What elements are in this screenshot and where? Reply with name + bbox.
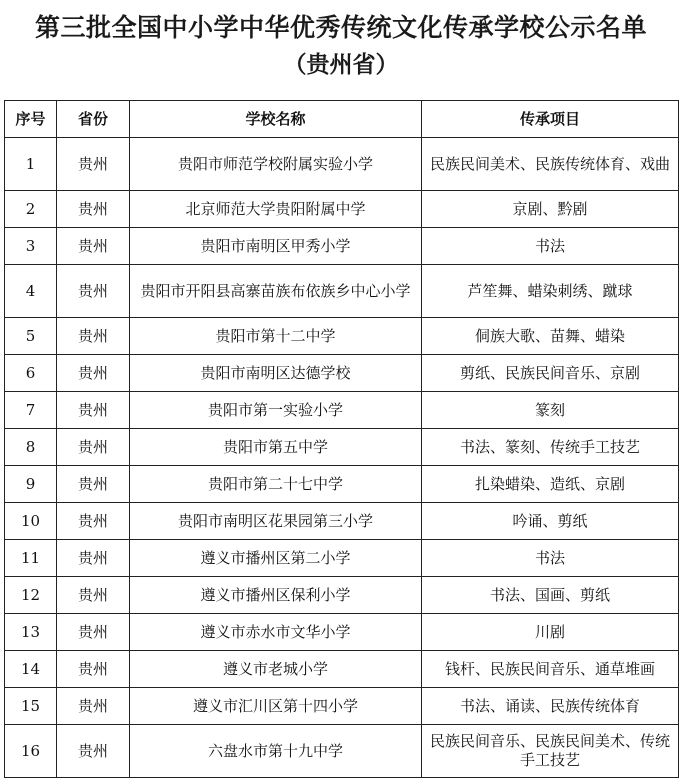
cell-province: 贵州 (57, 265, 130, 318)
cell-school-name: 遵义市播州区保利小学 (130, 577, 422, 614)
cell-number: 2 (5, 191, 57, 228)
cell-heritage-project: 书法 (422, 540, 679, 577)
cell-school-name: 贵阳市第一实验小学 (130, 392, 422, 429)
cell-school-name: 遵义市赤水市文华小学 (130, 614, 422, 651)
cell-province: 贵州 (57, 503, 130, 540)
table-row (5, 577, 679, 614)
cell-province: 贵州 (57, 228, 130, 265)
cell-school-name: 六盘水市第十九中学 (130, 725, 422, 778)
cell-heritage-project: 书法、篆刻、传统手工技艺 (422, 429, 679, 466)
cell-number: 13 (5, 614, 57, 651)
cell-school-name: 贵阳市第二十七中学 (130, 466, 422, 503)
cell-number: 6 (5, 355, 57, 392)
cell-number: 4 (5, 265, 57, 318)
cell-school-name: 遵义市老城小学 (130, 651, 422, 688)
cell-number: 8 (5, 429, 57, 466)
table-row (5, 265, 679, 318)
cell-province: 贵州 (57, 651, 130, 688)
cell-heritage-project: 京剧、黔剧 (422, 191, 679, 228)
cell-school-name: 贵阳市师范学校附属实验小学 (130, 138, 422, 191)
cell-heritage-project: 川剧 (422, 614, 679, 651)
document-title (4, 0, 678, 100)
cell-heritage-project: 扎染蜡染、造纸、京剧 (422, 466, 679, 503)
cell-number: 15 (5, 688, 57, 725)
cell-school-name: 贵阳市南明区花果园第三小学 (130, 503, 422, 540)
table-row (5, 466, 679, 503)
table-row (5, 191, 679, 228)
cell-heritage-project: 篆刻 (422, 392, 679, 429)
cell-province: 贵州 (57, 355, 130, 392)
cell-school-name: 贵阳市开阳县高寨苗族布依族乡中心小学 (130, 265, 422, 318)
cell-province: 贵州 (57, 392, 130, 429)
cell-heritage-project: 吟诵、剪纸 (422, 503, 679, 540)
cell-province: 贵州 (57, 318, 130, 355)
header-school: 学校名称 (130, 101, 422, 138)
cell-province: 贵州 (57, 466, 130, 503)
table-header-row (5, 101, 679, 138)
cell-number: 10 (5, 503, 57, 540)
cell-number: 12 (5, 577, 57, 614)
cell-school-name: 遵义市播州区第二小学 (130, 540, 422, 577)
table-row (5, 429, 679, 466)
table-row (5, 688, 679, 725)
table-row (5, 228, 679, 265)
cell-province: 贵州 (57, 725, 130, 778)
cell-number: 11 (5, 540, 57, 577)
cell-province: 贵州 (57, 191, 130, 228)
cell-heritage-project: 芦笙舞、蜡染刺绣、蹴球 (422, 265, 679, 318)
cell-school-name: 贵阳市第五中学 (130, 429, 422, 466)
table-row (5, 614, 679, 651)
cell-province: 贵州 (57, 577, 130, 614)
cell-school-name: 北京师范大学贵阳附属中学 (130, 191, 422, 228)
table-row (5, 392, 679, 429)
table-row (5, 540, 679, 577)
cell-school-name: 贵阳市第十二中学 (130, 318, 422, 355)
cell-number: 3 (5, 228, 57, 265)
cell-heritage-project: 书法 (422, 228, 679, 265)
cell-number: 14 (5, 651, 57, 688)
table-row (5, 318, 679, 355)
table-row (5, 503, 679, 540)
cell-heritage-project: 民族民间美术、民族传统体育、戏曲 (422, 138, 679, 191)
header-project: 传承项目 (422, 101, 679, 138)
cell-number: 1 (5, 138, 57, 191)
cell-heritage-project: 书法、国画、剪纸 (422, 577, 679, 614)
cell-number: 5 (5, 318, 57, 355)
cell-province: 贵州 (57, 138, 130, 191)
cell-number: 7 (5, 392, 57, 429)
cell-heritage-project: 剪纸、民族民间音乐、京剧 (422, 355, 679, 392)
cell-school-name: 遵义市汇川区第十四小学 (130, 688, 422, 725)
cell-school-name: 贵阳市南明区甲秀小学 (130, 228, 422, 265)
table-body (5, 138, 679, 778)
cell-school-name: 贵阳市南明区达德学校 (130, 355, 422, 392)
cell-heritage-project: 侗族大歌、苗舞、蜡染 (422, 318, 679, 355)
table-row (5, 138, 679, 191)
table-row (5, 725, 679, 778)
school-list-table (4, 100, 679, 778)
cell-heritage-project: 书法、诵读、民族传统体育 (422, 688, 679, 725)
cell-province: 贵州 (57, 688, 130, 725)
cell-number: 16 (5, 725, 57, 778)
title-line1: 第三批全国中小学中华优秀传统文化传承学校公示名单 (34, 13, 647, 42)
cell-number: 9 (5, 466, 57, 503)
table-row (5, 651, 679, 688)
title-line2: （贵州省） (283, 52, 399, 78)
cell-heritage-project: 民族民间音乐、民族民间美术、传统手工技艺 (422, 725, 679, 778)
header-number: 序号 (5, 101, 57, 138)
cell-province: 贵州 (57, 429, 130, 466)
table-row (5, 355, 679, 392)
cell-heritage-project: 钱杆、民族民间音乐、通草堆画 (422, 651, 679, 688)
header-province: 省份 (57, 101, 130, 138)
cell-province: 贵州 (57, 540, 130, 577)
cell-province: 贵州 (57, 614, 130, 651)
